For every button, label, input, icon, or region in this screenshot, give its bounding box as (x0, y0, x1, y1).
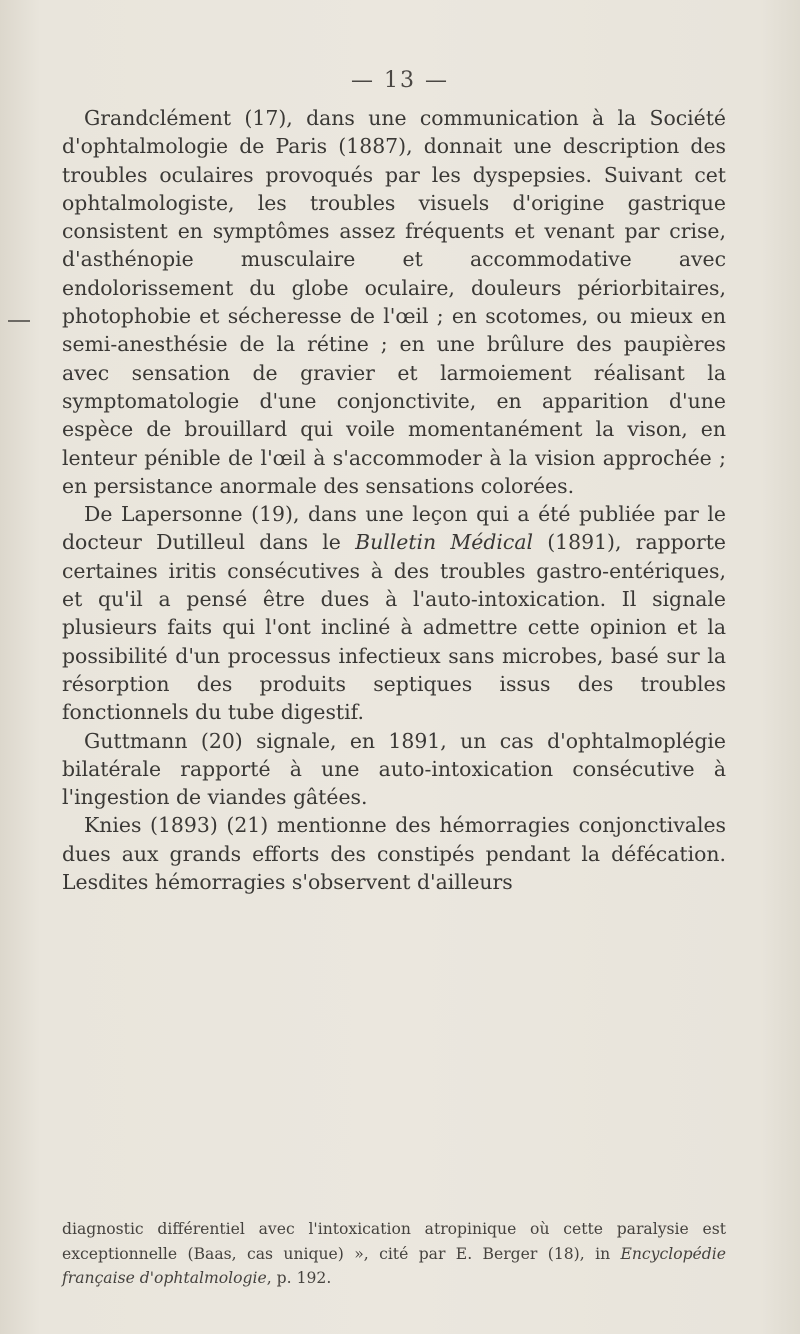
page-number: — 13 — (351, 68, 449, 93)
margin-pencil-mark (8, 320, 30, 322)
paragraph-guttmann: Guttmann (20) signale, en 1891, un cas d'ophtalmoplégie bilatérale rapporté à une auto-intoxication consécutive à l'ingestion de viandes gâtées. (62, 728, 726, 810)
paragraph-lapersonne-start: De Lapersonne (19), dans une leçon qui a été publiée par le docteur Dutilleul dans le (62, 502, 726, 555)
paragraph-grandclement: Grandclément (17), dans une communication à la Société d'ophtalmologie de Paris (1887), donnait une description des troubles oculaires provoqués par les dyspepsies. Suivant cet ophtalmologiste, les troubles visuels d'origine gastrique consistent en symptômes assez fréquents et venant par crise, d'asthénopie musculaire et accommodative avec endolorissement du globe oculaire, douleurs périorbitaires, photophobie et sécheresse de l'œil ; en scotomes, ou mieux en semi-anesthésie de la rétine ; en une brûlure des paupières avec sensation de gravier et larmoiement réalisant la symptomatologie d'une conjonctivite, en apparition d'une espèce de brouillard qui voile momentanément la vison, en lenteur pénible de l'œil à s'accommoder à la vision approchée ; en persistance anormale des sensations colorées. (62, 106, 726, 498)
footnote-book-title: Encyclopédie française d'ophtalmologie (62, 1244, 726, 1287)
footnote-end: , p. 192. (266, 1269, 332, 1287)
paragraph-knies: Knies (1893) (21) mentionne des hémorragies conjonctivales dues aux grands efforts des constipés pendant la défécation. Lesdites hémorragies s'observent d'ailleurs (62, 813, 726, 895)
journal-title: Bulletin Médical (355, 530, 533, 555)
main-text (62, 104, 726, 896)
footnote (62, 1217, 726, 1291)
footnote-text (62, 1217, 726, 1291)
paragraph-lapersonne-end: (1891), rapporte certaines iritis consécutives à des troubles gastro-entériques, et qu'il a pensé être dues à l'auto-intoxication. Il signale plusieurs faits qui l'ont incliné à admettre cette opinion et la possibilité d'un processus infectieux sans microbes, basé sur la résorption des produits septiques issus des troubles fonctionnels du tube digestif. (62, 530, 726, 725)
footnote-start: diagnostic différentiel avec l'intoxication atropinique où cette paralysie est exceptionnelle (Baas, cas unique) », cité par E. Berger (18), in (62, 1220, 726, 1263)
paragraph-lapersonne (62, 500, 726, 726)
